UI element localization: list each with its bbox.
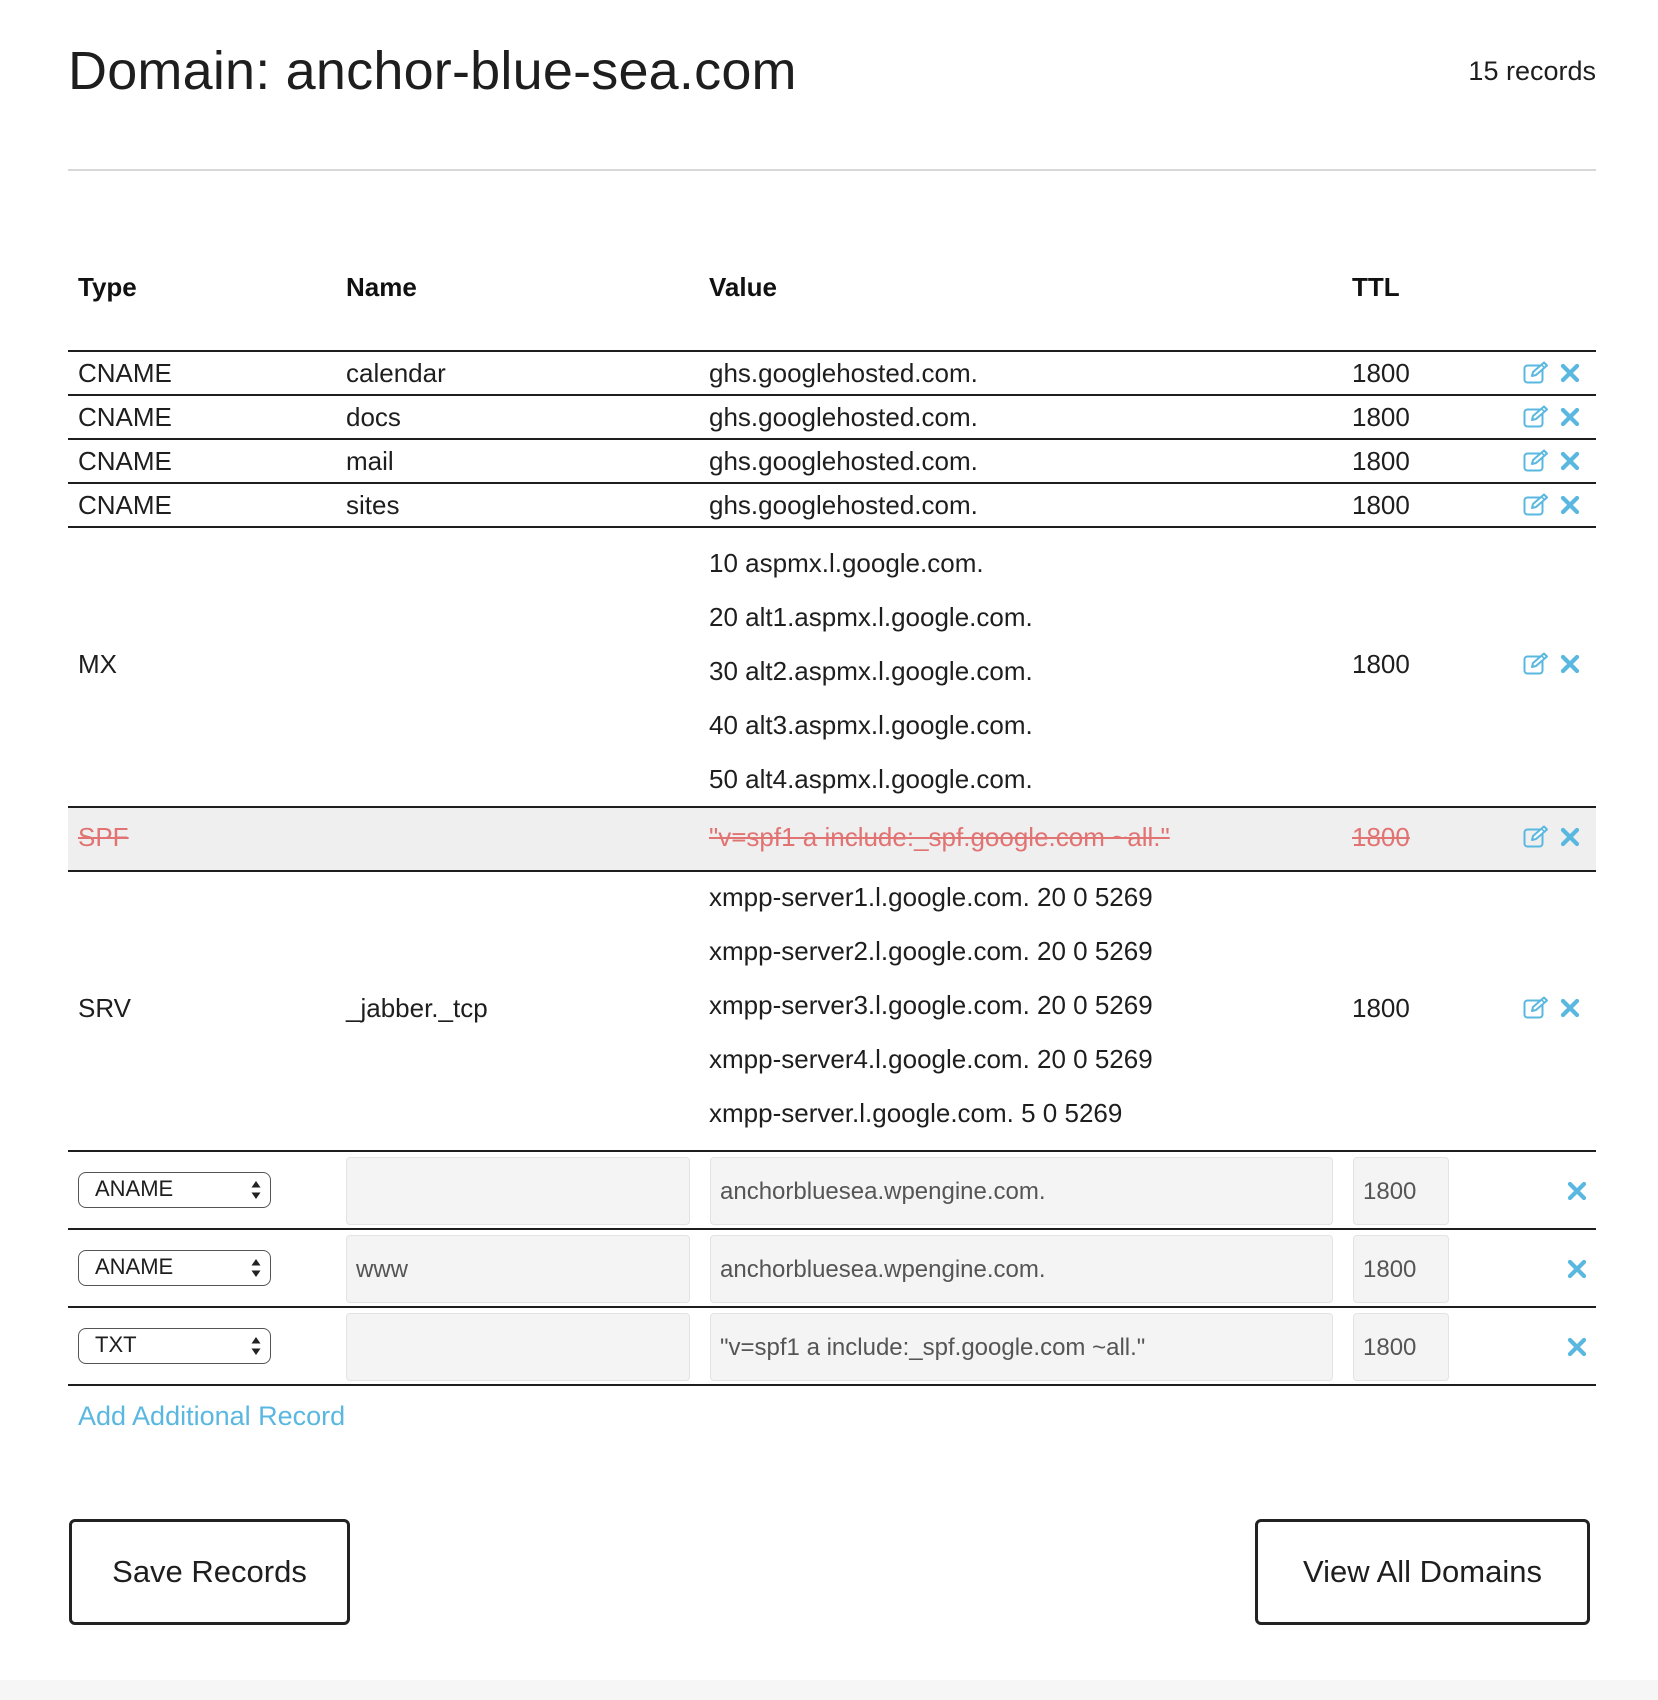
add-additional-record-link[interactable]: Add Additional Record — [78, 1401, 346, 1431]
record-name: _jabber._tcp — [346, 993, 488, 1023]
row-actions — [1523, 492, 1583, 518]
record-value: ghs.googlehosted.com. — [709, 490, 978, 520]
select-arrows-icon — [250, 1179, 262, 1201]
table-row — [68, 482, 1596, 526]
record-type-select[interactable] — [78, 1250, 271, 1286]
row-actions — [1564, 1333, 1590, 1364]
view-all-domains-button[interactable]: View All Domains — [1255, 1519, 1590, 1625]
edit-icon[interactable] — [1523, 492, 1549, 518]
record-ttl: 1800 — [1352, 822, 1410, 852]
record-type-selected: ANAME — [95, 1176, 174, 1201]
select-arrows-icon — [250, 1335, 262, 1357]
row-actions — [1523, 448, 1583, 474]
table-row-srv — [68, 870, 1596, 1150]
record-ttl: 1800 — [1352, 649, 1410, 679]
record-ttl: 1800 — [1352, 490, 1410, 520]
table-row — [68, 438, 1596, 482]
delete-x-icon[interactable] — [1557, 824, 1583, 850]
record-value: "v=spf1 a include:_spf.google.com ~all." — [709, 822, 1170, 852]
record-ttl-input[interactable]: 1800 — [1353, 1235, 1449, 1303]
edit-icon[interactable] — [1523, 448, 1549, 474]
record-value: 20 alt1.aspmx.l.google.com. — [709, 602, 1033, 632]
row-actions — [1523, 404, 1583, 430]
record-type-selected: ANAME — [95, 1254, 174, 1279]
record-ttl: 1800 — [1352, 358, 1410, 388]
record-type: CNAME — [78, 402, 172, 432]
record-value: xmpp-server4.l.google.com. 20 0 5269 — [709, 1044, 1153, 1074]
record-value: xmpp-server.l.google.com. 5 0 5269 — [709, 1098, 1123, 1128]
record-value-input[interactable]: "v=spf1 a include:_spf.google.com ~all." — [710, 1313, 1333, 1381]
delete-x-icon[interactable] — [1557, 404, 1583, 430]
record-value-input[interactable]: anchorbluesea.wpengine.com. — [710, 1235, 1333, 1303]
record-value: ghs.googlehosted.com. — [709, 358, 978, 388]
delete-x-icon[interactable] — [1557, 448, 1583, 474]
delete-x-icon[interactable] — [1557, 492, 1583, 518]
row-actions — [1523, 995, 1583, 1021]
edit-icon[interactable] — [1523, 404, 1549, 430]
new-record-row — [68, 1306, 1596, 1384]
save-records-button[interactable]: Save Records — [69, 1519, 350, 1625]
record-ttl-input[interactable]: 1800 — [1353, 1313, 1449, 1381]
edit-icon[interactable] — [1523, 651, 1549, 677]
delete-x-icon[interactable] — [1564, 1178, 1590, 1204]
record-name: sites — [346, 490, 400, 520]
column-header-value: Value — [709, 272, 777, 302]
delete-x-icon[interactable] — [1564, 1256, 1590, 1282]
edit-icon[interactable] — [1523, 360, 1549, 386]
page-footer-shade — [0, 1680, 1658, 1700]
delete-x-icon[interactable] — [1557, 651, 1583, 677]
column-header-name: Name — [346, 272, 417, 302]
record-type-select[interactable] — [78, 1172, 271, 1208]
delete-x-icon[interactable] — [1564, 1334, 1590, 1360]
record-value: 50 alt4.aspmx.l.google.com. — [709, 764, 1033, 794]
table-row-mx — [68, 526, 1596, 806]
column-header-type: Type — [78, 272, 137, 302]
row-actions — [1564, 1177, 1590, 1208]
record-value: 30 alt2.aspmx.l.google.com. — [709, 656, 1033, 686]
record-type: CNAME — [78, 358, 172, 388]
record-value: 40 alt3.aspmx.l.google.com. — [709, 710, 1033, 740]
record-name: mail — [346, 446, 394, 476]
record-ttl: 1800 — [1352, 402, 1410, 432]
table-header — [68, 262, 1596, 350]
record-value: ghs.googlehosted.com. — [709, 402, 978, 432]
record-type-selected: TXT — [95, 1332, 137, 1357]
select-arrows-icon — [250, 1257, 262, 1279]
record-ttl: 1800 — [1352, 993, 1410, 1023]
row-actions — [1523, 360, 1583, 386]
record-value-list — [709, 536, 1033, 806]
table-bottom-rule — [68, 1384, 1596, 1386]
record-type: MX — [78, 649, 117, 679]
edit-icon[interactable] — [1523, 995, 1549, 1021]
table-row-deleted — [68, 806, 1596, 870]
page-title: Domain: anchor-blue-sea.com — [68, 41, 797, 101]
edit-icon[interactable] — [1523, 824, 1549, 850]
page-header — [68, 40, 1596, 170]
record-name: calendar — [346, 358, 446, 388]
record-value: 10 aspmx.l.google.com. — [709, 548, 984, 578]
record-value: xmpp-server2.l.google.com. 20 0 5269 — [709, 936, 1153, 966]
new-record-row — [68, 1150, 1596, 1228]
delete-x-icon[interactable] — [1557, 995, 1583, 1021]
record-ttl: 1800 — [1352, 446, 1410, 476]
table-row — [68, 350, 1596, 394]
record-name-input[interactable] — [346, 1157, 690, 1225]
record-value-input[interactable]: anchorbluesea.wpengine.com. — [710, 1157, 1333, 1225]
row-actions — [1523, 824, 1583, 850]
record-name-input[interactable] — [346, 1313, 690, 1381]
delete-x-icon[interactable] — [1557, 360, 1583, 386]
column-header-ttl: TTL — [1352, 272, 1400, 302]
record-value: xmpp-server1.l.google.com. 20 0 5269 — [709, 882, 1153, 912]
row-actions — [1523, 651, 1583, 677]
record-name-input[interactable]: www — [346, 1235, 690, 1303]
record-ttl-input[interactable]: 1800 — [1353, 1157, 1449, 1225]
header-divider — [68, 169, 1596, 171]
record-value: ghs.googlehosted.com. — [709, 446, 978, 476]
table-row — [68, 394, 1596, 438]
new-record-row — [68, 1228, 1596, 1306]
record-type: CNAME — [78, 446, 172, 476]
record-value-list — [709, 870, 1153, 1140]
record-type: SPF — [78, 822, 129, 852]
record-type: SRV — [78, 993, 131, 1023]
record-type-select[interactable] — [78, 1328, 271, 1364]
dns-records-table — [68, 262, 1596, 1386]
record-type: CNAME — [78, 490, 172, 520]
record-count: 15 records — [1468, 56, 1596, 86]
record-value: xmpp-server3.l.google.com. 20 0 5269 — [709, 990, 1153, 1020]
record-name: docs — [346, 402, 401, 432]
row-actions — [1564, 1255, 1590, 1286]
